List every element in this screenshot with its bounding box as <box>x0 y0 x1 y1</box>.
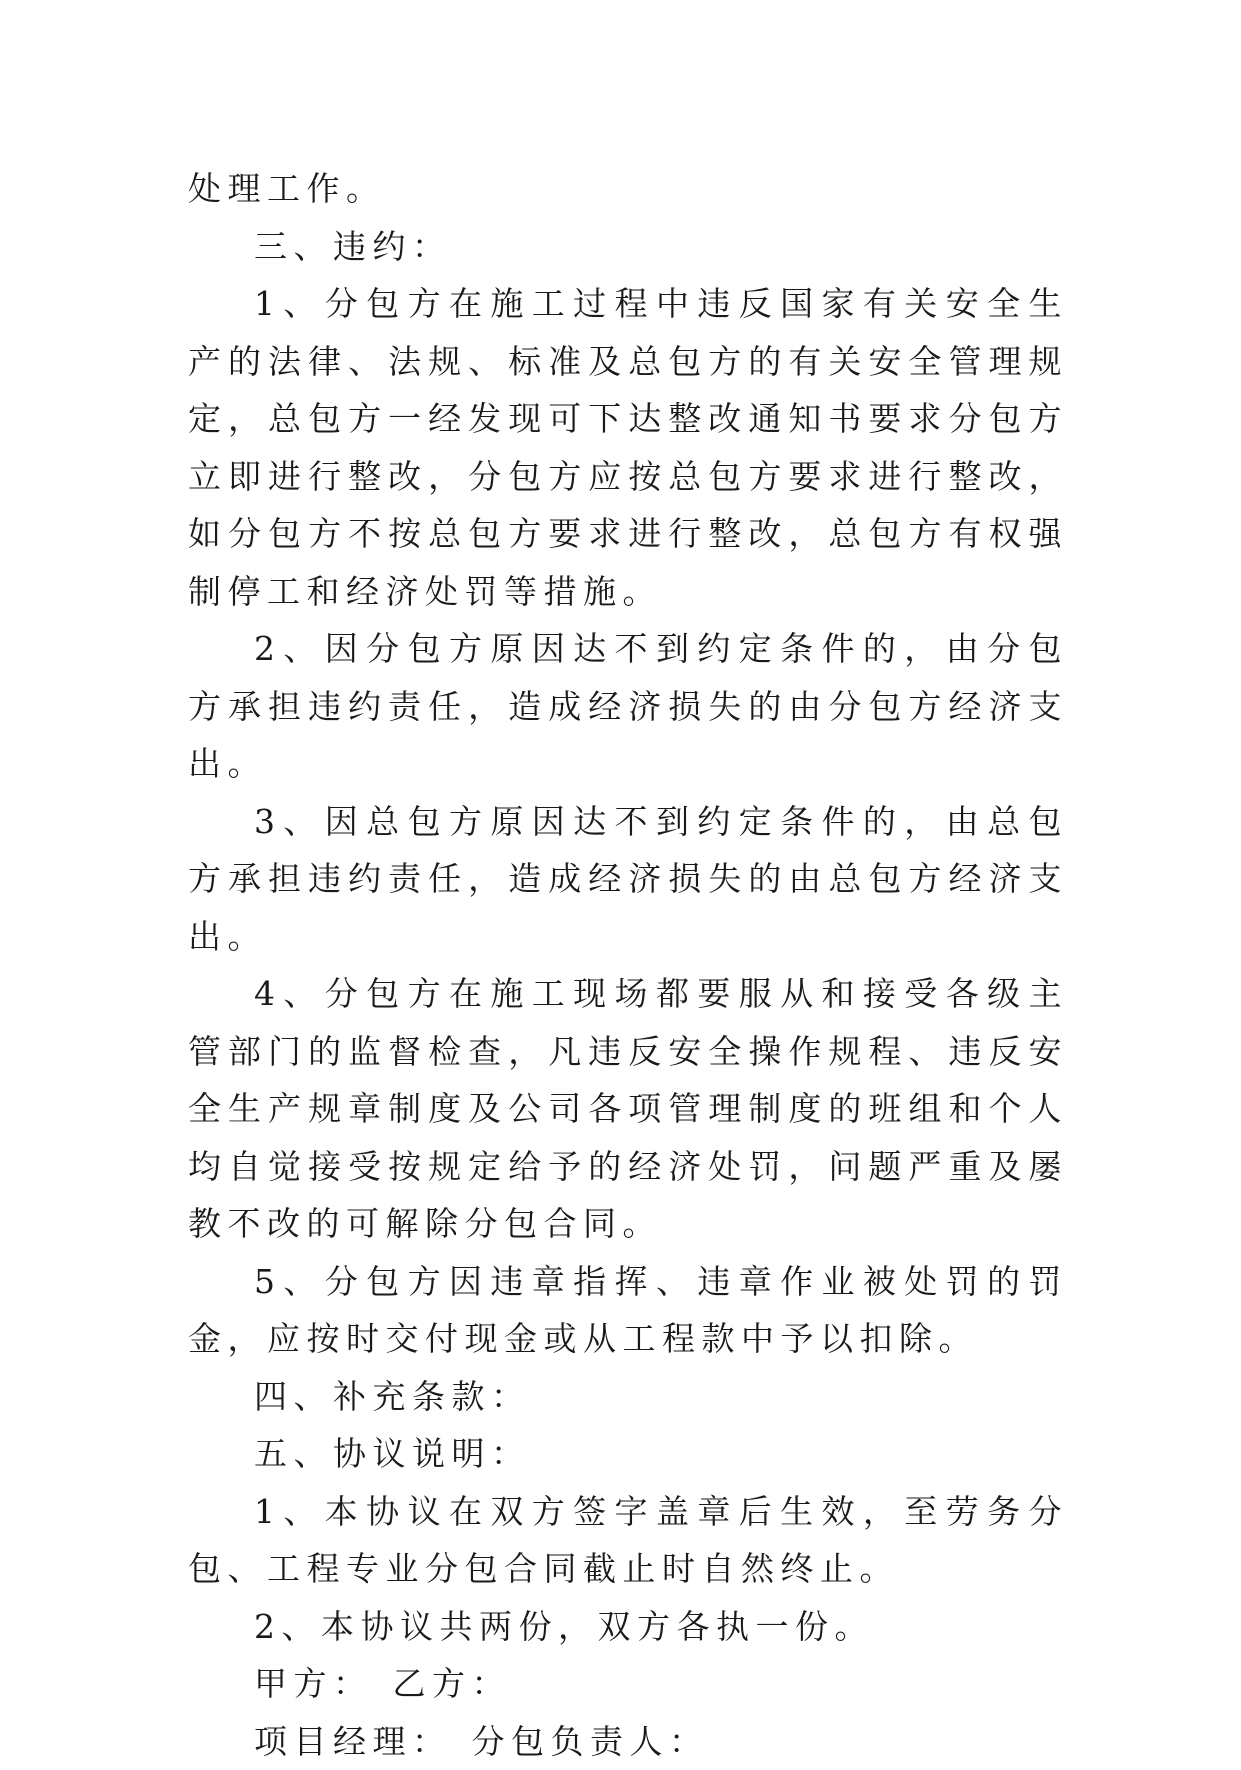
party-b-label: 乙方： <box>393 1664 512 1703</box>
clause-breach-1: 1、分包方在施工过程中违反国家有关安全生产的法律、法规、标准及总包方的有关安全管理规定，总包方一经发现可下达整改通知书要求分包方立即进行整改，分包方应按总包方要求进行整改，如分包方不按总包方要求进行整改，总包方有权强制停工和经济处罚等措施。 <box>188 275 1068 620</box>
signature-line-parties <box>188 1655 1068 1713</box>
party-a-label: 甲方： <box>254 1664 373 1703</box>
signature-line-representatives <box>188 1713 1068 1770</box>
section-heading-agreement-notes: 五、协议说明： <box>188 1425 1068 1483</box>
section-heading-breach: 三、违约： <box>188 218 1068 276</box>
subcontract-lead-label: 分包负责人： <box>472 1722 709 1761</box>
project-manager-label: 项目经理： <box>254 1722 452 1761</box>
clause-agreement-1: 1、本协议在双方签字盖章后生效，至劳务分包、工程专业分包合同截止时自然终止。 <box>188 1483 1068 1598</box>
clause-breach-5: 5、分包方因违章指挥、违章作业被处罚的罚金，应按时交付现金或从工程款中予以扣除。 <box>188 1253 1068 1368</box>
paragraph-continuation: 处理工作。 <box>188 160 1068 218</box>
clause-agreement-2: 2、本协议共两份，双方各执一份。 <box>188 1598 1068 1656</box>
clause-breach-4: 4、分包方在施工现场都要服从和接受各级主管部门的监督检查，凡违反安全操作规程、违反安全生产规章制度及公司各项管理制度的班组和个人均自觉接受按规定给予的经济处罚，问题严重及屡教不改的可解除分包合同。 <box>188 965 1068 1253</box>
clause-breach-2: 2、因分包方原因达不到约定条件的，由分包方承担违约责任，造成经济损失的由分包方经济支出。 <box>188 620 1068 793</box>
section-heading-supplementary: 四、补充条款： <box>188 1368 1068 1426</box>
document-body <box>188 160 1068 1770</box>
clause-breach-3: 3、因总包方原因达不到约定条件的，由总包方承担违约责任，造成经济损失的由总包方经济支出。 <box>188 793 1068 966</box>
